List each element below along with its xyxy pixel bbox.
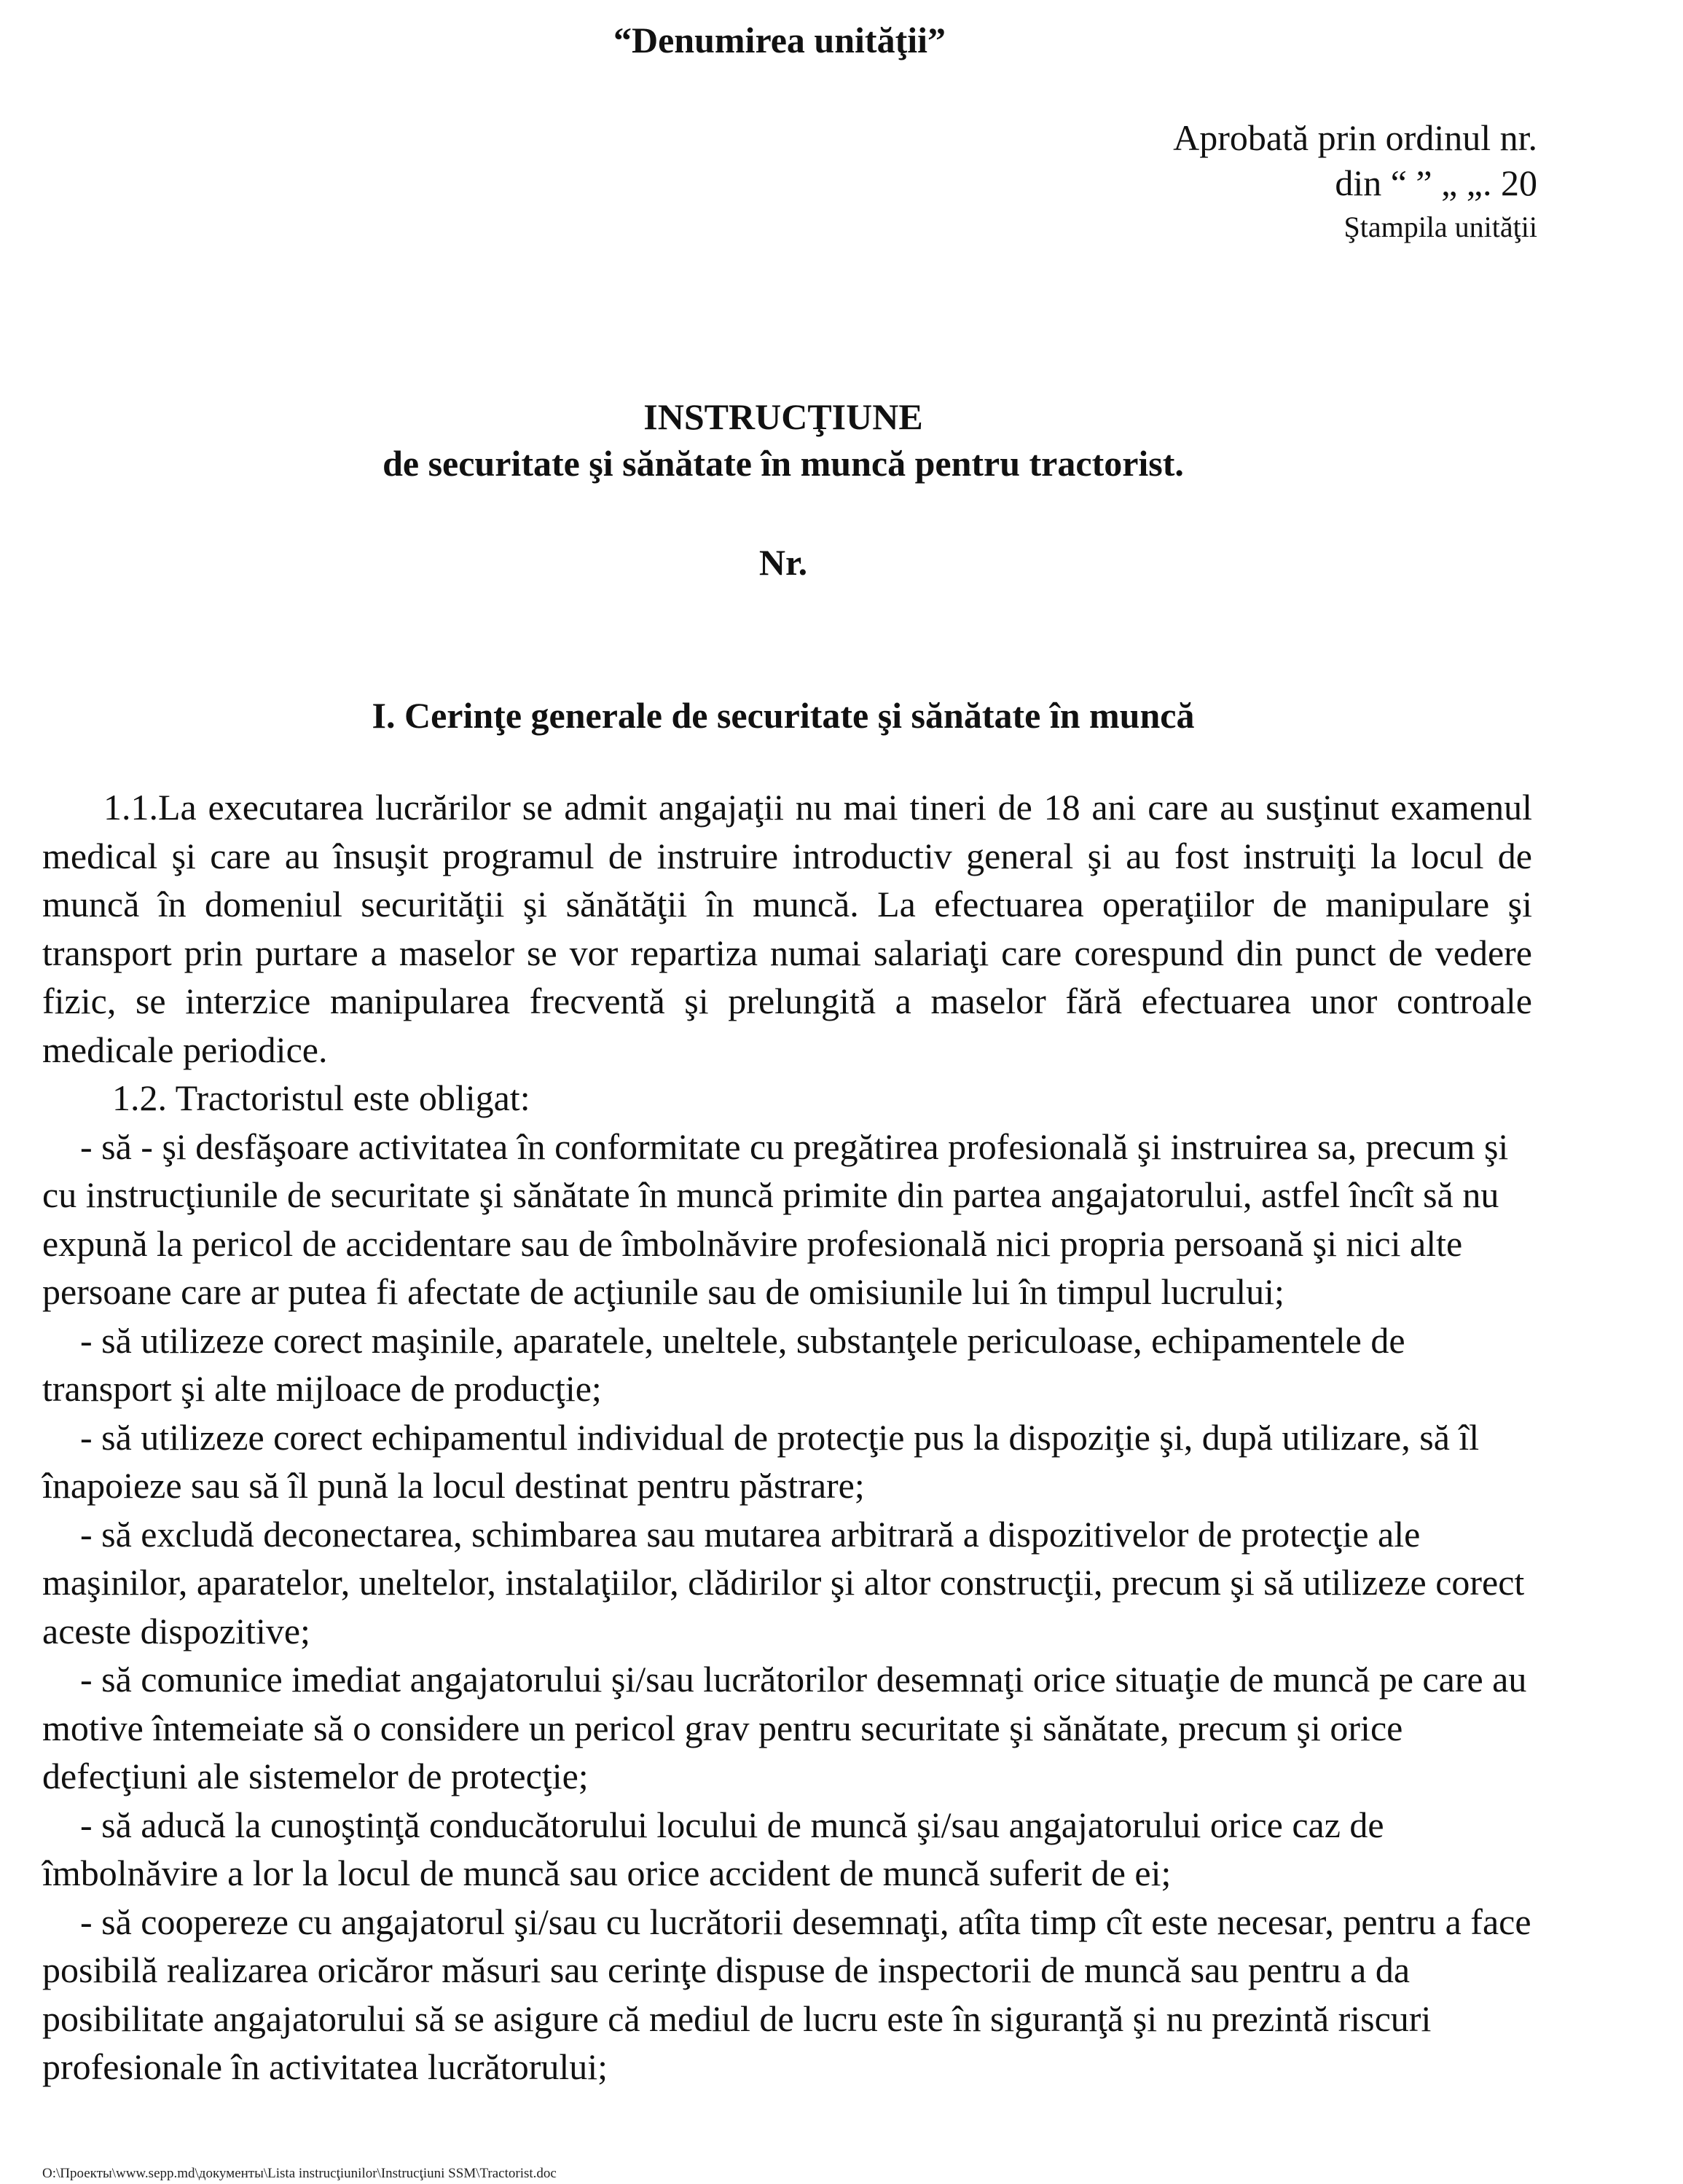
document-body bbox=[42, 783, 1532, 2091]
unit-stamp-label: Ştampila unităţii bbox=[1343, 211, 1537, 243]
obligation-item: - să aducă la cunoştinţă conducătorului locului de muncă şi/sau angajatorului orice caz de îmbolnăvire a lor la locul de muncă sau orice accident de muncă suferit de ei; bbox=[42, 1804, 1384, 1893]
obligation-item: - să comunice imediat angajatorului şi/sau lucrătorilor desemnaţi orice situaţie de muncă pe care au motive întemeiate să o considere un pericol grav pentru securitate şi sănătate, precum şi orice defecţiuni ale sistemelor de protecţie; bbox=[42, 1659, 1527, 1796]
obligation-item: - să utilizeze corect echipamentul individual de protecţie pus la dispoziţie şi, după utilizare, să îl înapoieze sau să îl pună la locul destinat pentru păstrare; bbox=[42, 1416, 1480, 1506]
unit-name: “Denumirea unităţii” bbox=[613, 20, 946, 60]
document-title bbox=[0, 393, 1566, 487]
section-heading: I. Cerinţe generale de securitate şi sănătate în muncă bbox=[372, 695, 1195, 736]
paragraph-1-1: 1.1.La executarea lucrărilor se admit angajaţii nu mai tineri de 18 ani care au susţinut examenul medical şi care au însuşit programul de instruire introductiv general şi au fost instruiţi la locul de muncă în domeniul securităţii şi sănătăţii în muncă. La efectuarea operaţiilor de manipulare şi transport prin purtare a maselor se vor repartiza numai salariaţi care corespund din punct de vedere fizic, se interzice manipularea frecventă şi prelungită a maselor fără efectuarea unor controale medicale periodice. bbox=[42, 787, 1532, 1070]
approval-date-line: din “ ” „ „. 20 bbox=[1335, 162, 1537, 203]
approval-block bbox=[1173, 115, 1537, 249]
footer-file-path: O:\Проекты\www.sepp.md\документы\Lista instrucţiunilor\Instrucţiuni SSM\Tractorist.doc bbox=[42, 2166, 557, 2181]
obligation-item: - să excludă deconectarea, schimbarea sau mutarea arbitrară a dispozitivelor de protecţie ale maşinilor, aparatelor, uneltelor, instalaţiilor, clădirilor şi altor construcţii, precum şi să utilizeze corect aceste dispozitive; bbox=[42, 1513, 1525, 1651]
paragraph-1-2: 1.2. Tractoristul este obligat: bbox=[112, 1077, 530, 1118]
obligation-item: - să - şi desfăşoare activitatea în conformitate cu pregătirea profesională şi instruirea sa, precum şi cu instrucţiunile de securitate şi sănătate în muncă primite din partea angajatorului, astfel încît să nu expună la pericol de accidentare sau de îmbolnăvire profesională nici propria persoană şi nici alte persoane care ar putea fi afectate de acţiunile sau de omisiunile lui în timpul lucrului; bbox=[42, 1126, 1509, 1312]
title-line-1: INSTRUCŢIUNE bbox=[643, 396, 923, 437]
document-number: Nr. bbox=[758, 542, 808, 583]
obligation-item: - să utilizeze corect maşinile, aparatele, uneltele, substanţele periculoase, echipamentele de transport şi alte mijloace de producţie; bbox=[42, 1319, 1405, 1409]
obligation-item: - să coopereze cu angajatorul şi/sau cu lucrătorii desemnaţi, atîta timp cît este necesar, pentru a face posibilă realizarea oricăror măsuri sau cerinţe dispuse de inspectorii de muncă sau pentru a da posibilitate angajatorului să se asigure că mediul de lucru este în siguranţă şi nu prezintă riscuri profesionale în activitatea lucrătorului; bbox=[42, 1901, 1531, 2087]
title-line-2: de securitate şi sănătate în muncă pentru tractorist. bbox=[382, 443, 1184, 484]
approval-order-line: Aprobată prin ordinul nr. bbox=[1173, 117, 1537, 158]
